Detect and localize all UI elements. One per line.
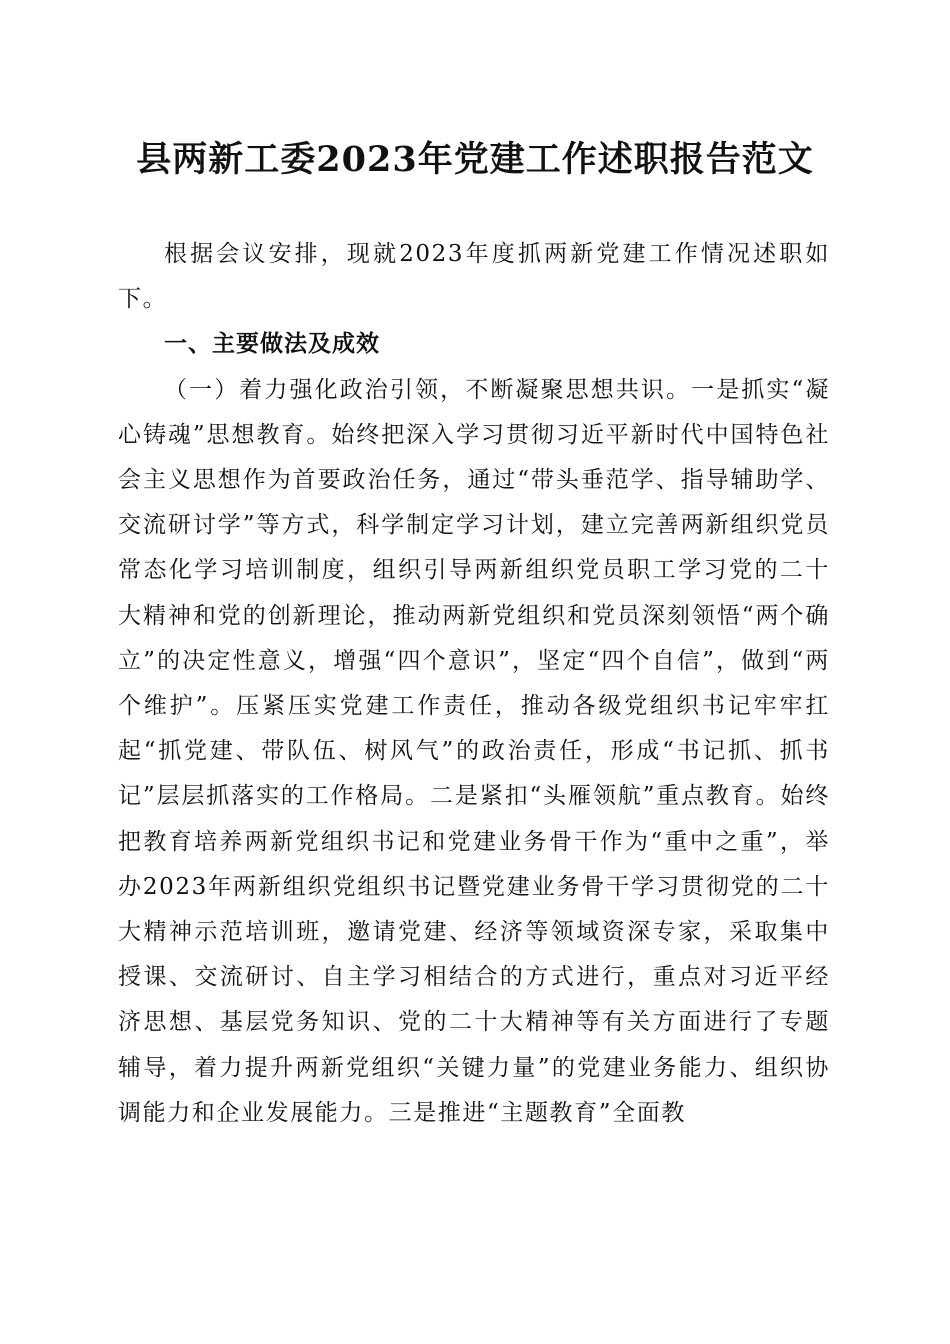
- intro-paragraph: 根据会议安排，现就2023年度抓两新党建工作情况述职如下。: [118, 241, 830, 313]
- document-title: 县两新工委2023年党建工作述职报告范文: [136, 139, 814, 180]
- document-body: [118, 232, 830, 1136]
- body-paragraph: （一）着力强化政治引领，不断凝聚思想共识。一是抓实“凝心铸魂”思想教育。始终把深入学习贯彻习近平新时代中国特色社会主义思想作为首要政治任务，通过“带头垂范学、指导辅助学、交流研讨学”等方式，科学制定学习计划，建立完善两新组织党员常态化学习培训制度，组织引导两新组织党员职工学习党的二十大精神和党的创新理论，推动两新党组织和党员深刻领悟“两个确立”的决定性意义，增强“四个意识”，坚定“四个自信”，做到“两个维护”。压紧压实党建工作责任，推动各级党组织书记牢牢扛起“抓党建、带队伍、树风气”的政治责任，形成“书记抓、抓书记”层层抓落实的工作格局。二是紧扣“头雁领航”重点教育。始终把教育培养两新党组织书记和党建业务骨干作为“重中之重”，举办2023年两新组织党组织书记暨党建业务骨干学习贯彻党的二十大精神示范培训班，邀请党建、经济等领域资深专家，采取集中授课、交流研讨、自主学习相结合的方式进行，重点对习近平经济思想、基层党务知识、党的二十大精神等有关方面进行了专题辅导，着力提升两新党组织“关键力量”的党建业务能力、组织协调能力和企业发展能力。三是推进“主题教育”全面教: [118, 376, 830, 1126]
- section-heading: 一、主要做法及成效: [164, 331, 380, 358]
